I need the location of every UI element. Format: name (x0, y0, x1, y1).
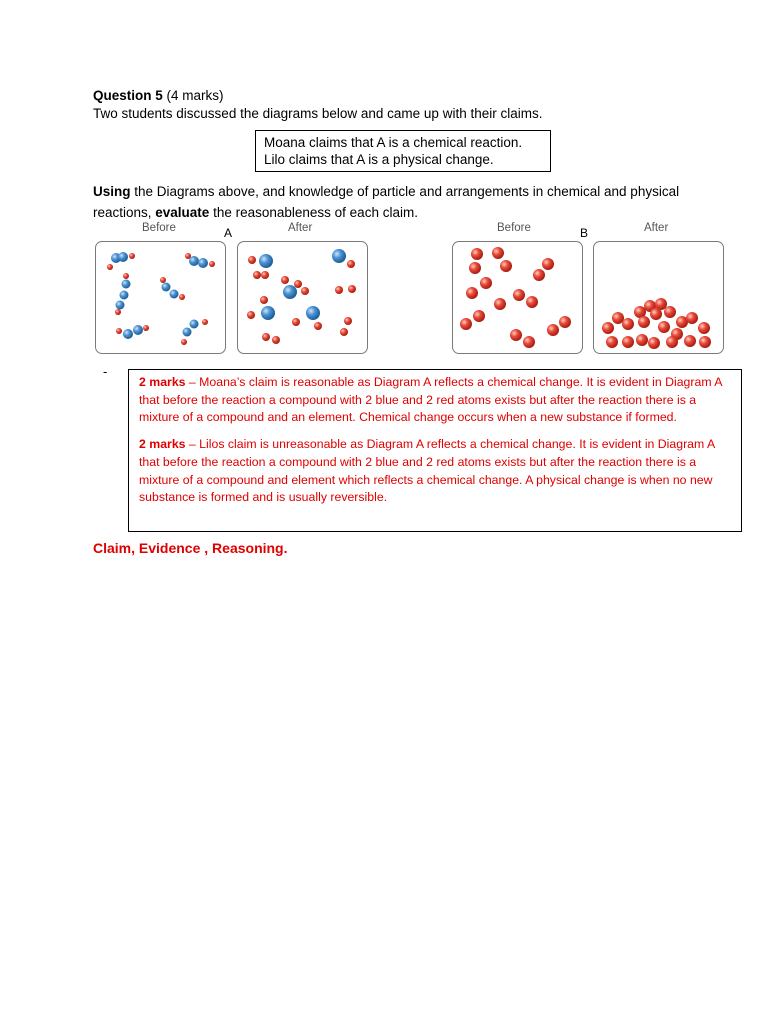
claim-moana: Moana claims that A is a chemical reaction. (264, 135, 523, 150)
claim-lilo: Lilo claims that A is a physical change. (264, 152, 494, 167)
diagram-a-letter: A (224, 226, 233, 240)
molecule (181, 319, 208, 345)
diagram-b-before-label: Before (497, 222, 531, 234)
diagram-a-after-label: After (288, 222, 313, 234)
diagram-b-after-label: After (644, 222, 669, 234)
diagram-b-before-particles (453, 242, 582, 353)
diagram-a-before-label: Before (142, 222, 176, 234)
list-dash: - (103, 364, 108, 379)
instruction-text: Using the Diagrams above, and knowledge of particle and arrangements in chemical and physical reactions, evaluate the reasonableness of each claim. (93, 184, 680, 220)
diagram-a-after-panel (237, 241, 368, 354)
answer-paragraph-lilo: 2 marks – Lilos claim is unreasonable as Diagram A reflects a chemical change. It is evident in Diagram A that before the reaction a compound with 2 blue and 2 red atoms exists but after the reaction there is a mixture of a compound and element which reflects a chemical change. A physical change is when no new substance is formed and is usually reversible. (139, 437, 715, 505)
question-title: Question 5 (4 marks) (93, 88, 224, 103)
claims-box (255, 130, 551, 172)
diagram-b-before-panel (452, 241, 583, 354)
molecule (107, 252, 135, 270)
diagram-a-before-particles (96, 242, 225, 353)
diagram-a-before-panel (95, 241, 226, 354)
diagram-b-after-panel (593, 241, 724, 354)
diagram-b-letter: B (580, 226, 589, 240)
answer-paragraph-moana: 2 marks – Moana’s claim is reasonable as Diagram A reflects a chemical change. It is evident in Diagram A that before the reaction a compound with 2 blue and 2 red atoms exists but after the reaction there is a mixture of a compound and an element. Chemical change occurs when a new substance if formed. (139, 375, 722, 425)
answer-box (128, 369, 742, 532)
molecule (160, 277, 185, 300)
molecule (116, 325, 149, 339)
claim-evidence-reasoning: Claim, Evidence , Reasoning. (93, 540, 288, 556)
diagram-a-after-particles (238, 242, 367, 353)
question-intro: Two students discussed the diagrams below and came up with their claims. (93, 106, 543, 121)
diagram-b-after-particles (594, 242, 723, 353)
molecule (115, 273, 131, 315)
molecule (185, 253, 215, 268)
